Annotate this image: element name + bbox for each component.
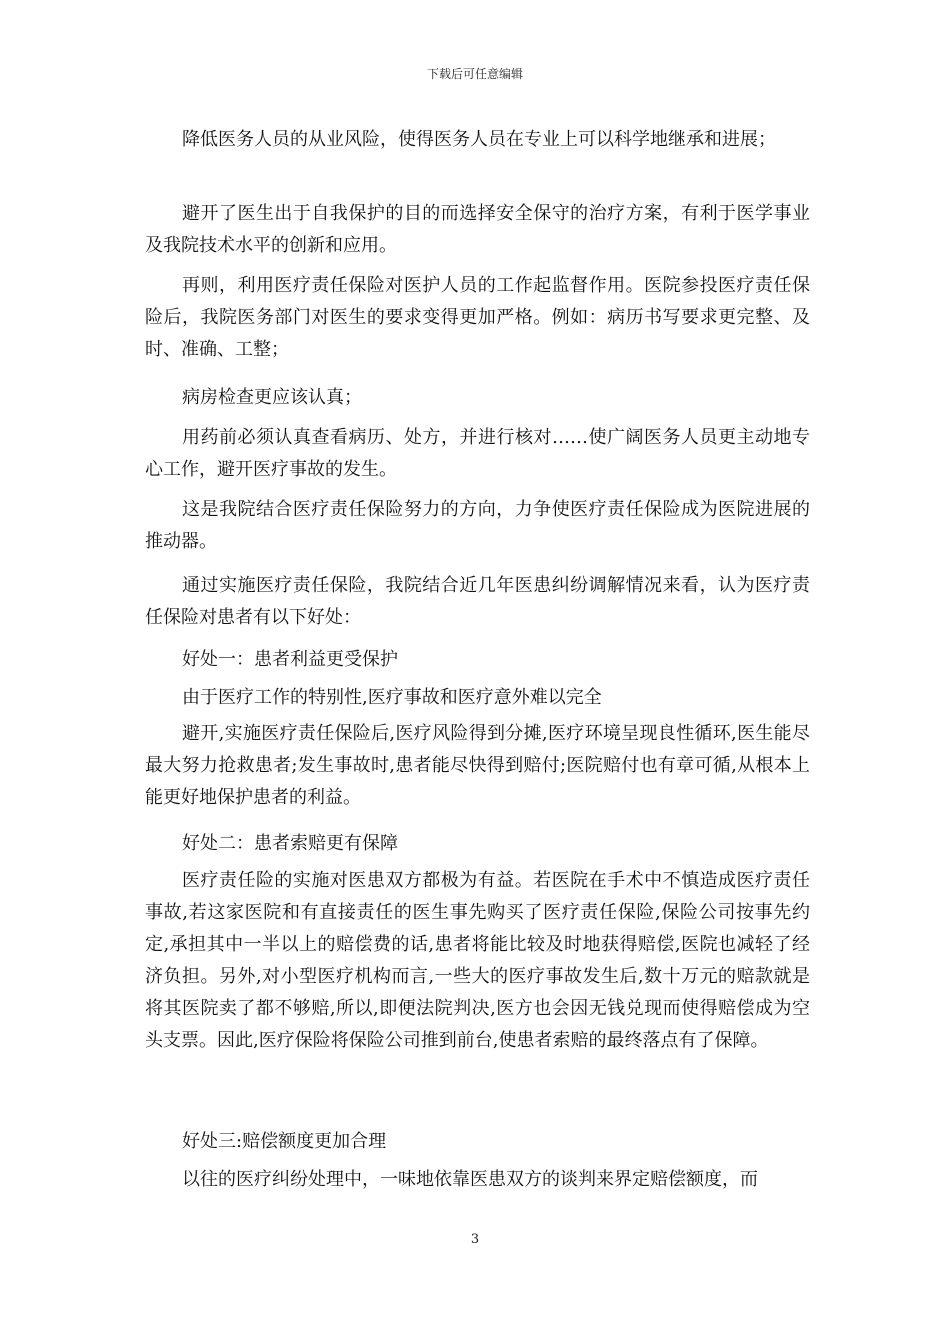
paragraph-6: 这是我院结合医疗责任保险努力的方向，力争使医疗责任保险成为医院进展的推动器。	[145, 499, 810, 552]
page-number: 3	[470, 1232, 480, 1247]
paragraph-3: 再则，利用医疗责任保险对医护人员的工作起监督作用。医院参投医疗责任保险后，我院医务部门对医生的要求变得更加严格。例如：病历书写要求更完整、及时、准确、工整；	[145, 275, 810, 360]
benefit-two-heading: 好处二：患者索赔更有保障	[182, 833, 398, 854]
paragraph-1: 降低医务人员的从业风险，使得医务人员在专业上可以科学地继承和进展；	[182, 129, 776, 150]
paragraph-9: 避开,实施医疗责任保险后,医疗风险得到分摊,医疗环境呈现良性循环,医生能尽最大努力抢救患者;发生事故时,患者能尽快得到赔付;医院赔付也有章可循,从根本上能更好地保护患者的利益。	[145, 723, 810, 808]
paragraph-7: 通过实施医疗责任保险，我院结合近几年医患纠纷调解情况来看，认为医疗责任保险对患者有以下好处：	[145, 575, 810, 628]
page-header: 下载后可任意编辑	[426, 67, 523, 81]
paragraph-8: 由于医疗工作的特别性,医疗事故和医疗意外难以完全	[182, 687, 602, 708]
paragraph-11: 以往的医疗纠纷处理中，一味地依靠医患双方的谈判来界定赔偿额度，而	[182, 1169, 758, 1190]
benefit-one-heading: 好处一：患者利益更受保护	[182, 649, 398, 670]
paragraph-4: 病房检查更应该认真；	[182, 387, 362, 408]
benefit-three-heading: 好处三:赔偿额度更加合理	[182, 1131, 387, 1152]
paragraph-5: 用药前必须认真查看病历、处方，并进行核对……使广阔医务人员更主动地专心工作，避开医疗事故的发生。	[145, 427, 810, 480]
paragraph-2: 避开了医生出于自我保护的目的而选择安全保守的治疗方案，有利于医学事业及我院技术水平的创新和应用。	[145, 203, 810, 256]
paragraph-10: 医疗责任险的实施对医患双方都极为有益。若医院在手术中不慎造成医疗责任事故,若这家医院和有直接责任的医生事先购买了医疗责任保险,保险公司按事先约定,承担其中一半以上的赔偿费的话,患者将能比较及时地获得赔偿,医院也减轻了经济负担。另外,对小型医疗机构而言,一些大的医疗事故发生后,数十万元的赔款就是将其医院卖了都不够赔,所以,即便法院判决,医方也会因无钱兑现而使得赔偿成为空头支票。因此,医疗保险将保险公司推到前台,使患者索赔的最终落点有了保障。	[145, 870, 810, 1051]
